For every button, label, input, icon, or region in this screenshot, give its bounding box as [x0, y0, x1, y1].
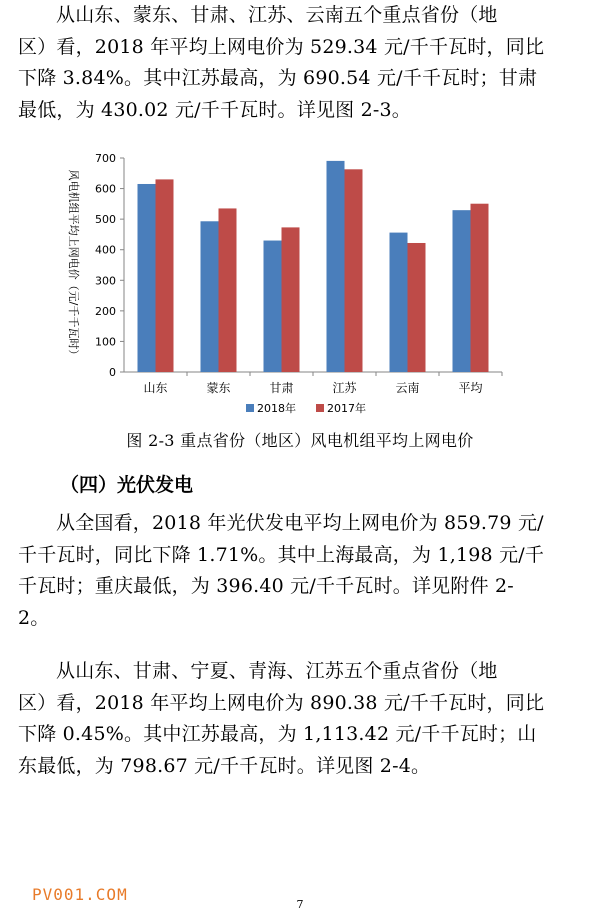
paragraph-line: 最低，为 430.02 元/千千瓦时。详见图 2-3。	[18, 98, 411, 121]
paragraph-line: 从山东、甘肃、宁夏、青海、江苏五个重点省份（地	[56, 660, 498, 682]
figure-caption: 图 2-3 重点省份（地区）风电机组平均上网电价	[126, 431, 474, 450]
bar	[201, 221, 219, 372]
paragraph-line: 区）看，2018 年平均上网电价为 890.38 元/千千瓦时，同比	[18, 691, 545, 714]
bar-chart	[60, 140, 520, 430]
paragraph-2	[18, 508, 586, 634]
bar	[453, 210, 471, 372]
bar	[219, 208, 237, 372]
bar	[138, 184, 156, 372]
chart-svg	[60, 140, 520, 430]
legend-label: 2018年	[257, 402, 296, 415]
x-tick-label: 甘肃	[269, 381, 294, 395]
legend-swatch	[316, 404, 324, 412]
bar	[264, 241, 282, 372]
paragraph-line: 下降 3.84%。其中江苏最高，为 690.54 元/千千瓦时；甘肃	[18, 67, 538, 89]
y-tick-label: 700	[95, 152, 116, 165]
watermark: PV001.COM	[32, 885, 128, 904]
paragraph-line: 区）看，2018 年平均上网电价为 529.34 元/千千瓦时，同比	[18, 35, 545, 58]
bar	[471, 204, 489, 372]
section-heading: （四）光伏发电	[60, 474, 194, 496]
x-tick-label: 平均	[458, 381, 483, 395]
y-tick-label: 200	[95, 304, 116, 318]
paragraph-line: 2。	[18, 606, 50, 629]
y-tick-label: 0	[109, 366, 116, 379]
paragraph-line: 从全国看，2018 年光伏发电平均上网电价为 859.79 元/	[56, 512, 544, 534]
paragraph-3	[18, 656, 586, 782]
x-tick-label: 云南	[395, 381, 420, 395]
bar	[327, 161, 345, 372]
y-tick-label: 100	[95, 335, 116, 349]
y-tick-label: 400	[95, 243, 116, 257]
paragraph-1	[18, 0, 586, 126]
paragraph-line: 千瓦时；重庆最低，为 396.40 元/千千瓦时。详见附件 2-	[18, 575, 514, 597]
bar	[282, 227, 300, 372]
bar	[390, 233, 408, 372]
paragraph-line: 东最低，为 798.67 元/千千瓦时。详见图 2-4。	[18, 754, 431, 777]
x-tick-label: 山东	[143, 381, 168, 395]
paragraph-line: 下降 0.45%。其中江苏最高，为 1,113.42 元/千千瓦时；山	[18, 723, 537, 745]
bar	[408, 243, 426, 372]
page-number: 7	[296, 898, 304, 911]
y-axis-title: 风电机组平均上网电价（元/千千瓦时）	[67, 169, 80, 361]
bar	[156, 179, 174, 372]
bar	[345, 169, 363, 372]
y-tick-label: 500	[95, 213, 116, 227]
x-tick-label: 蒙东	[206, 381, 231, 395]
legend-swatch	[246, 404, 254, 412]
paragraph-line: 从山东、蒙东、甘肃、江苏、云南五个重点省份（地	[56, 4, 498, 26]
y-tick-label: 300	[95, 274, 116, 288]
y-tick-label: 600	[95, 182, 116, 196]
legend-label: 2017年	[327, 402, 366, 415]
paragraph-line: 千千瓦时，同比下降 1.71%。其中上海最高，为 1,198 元/千	[18, 543, 545, 566]
x-tick-label: 江苏	[332, 381, 357, 395]
